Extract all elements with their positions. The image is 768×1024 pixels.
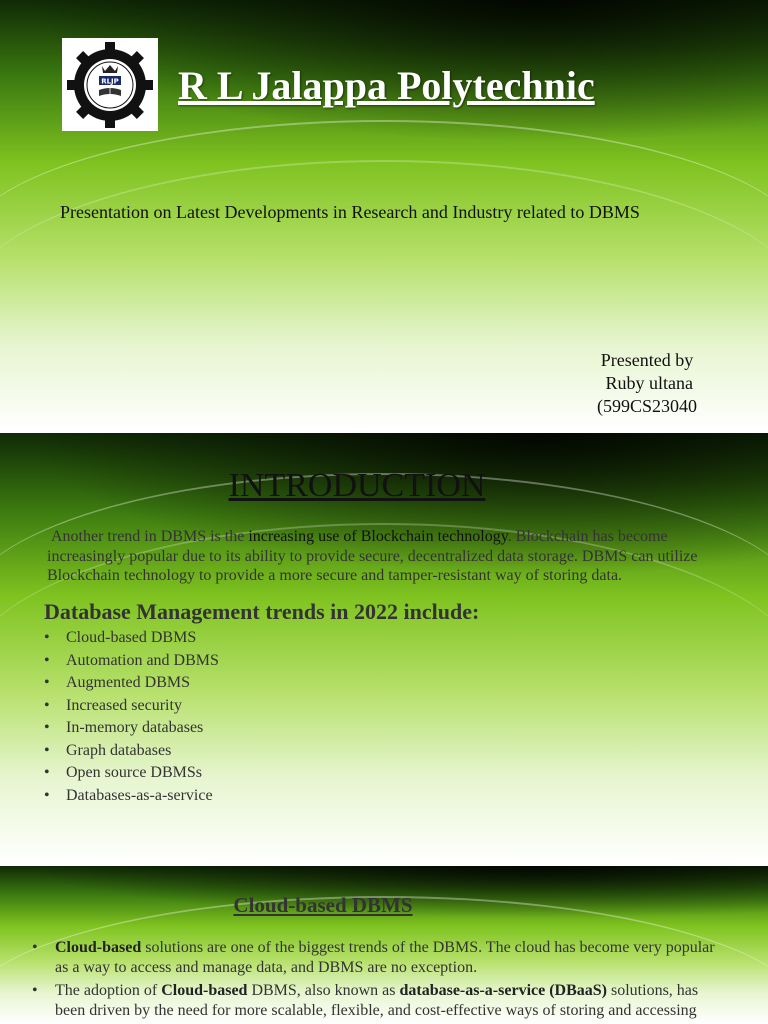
trend-label: Cloud-based DBMS: [66, 629, 197, 646]
para-text: The adoption of: [55, 982, 162, 999]
bullet: •: [44, 651, 50, 669]
bullet: •: [32, 939, 38, 956]
list-item: [44, 717, 219, 740]
list-item: [44, 650, 219, 673]
cloud-dbms-list: [32, 938, 722, 1024]
para-highlight: increasing use of Blockchain technology: [248, 528, 508, 545]
bold-term: Cloud-based: [161, 982, 248, 999]
introduction-slide: [0, 433, 768, 863]
trends-heading: Database Management trends in 2022 include:: [44, 599, 480, 624]
introduction-heading: INTRODUCTION: [228, 467, 486, 504]
trend-label: Open source DBMSs: [66, 764, 202, 781]
presenter-id: (599CS23040: [596, 396, 697, 416]
trend-label: Databases-as-a-service: [66, 786, 213, 804]
bullet: •: [44, 741, 50, 759]
para-text: solutions are one of the biggest trends of the DBMS. The cloud has become very popular as a way to access and manage data, and DBMS are no exception.: [55, 939, 715, 976]
bullet: •: [44, 629, 50, 646]
bullet: •: [44, 674, 50, 691]
list-item: [44, 762, 219, 785]
cloud-dbms-heading: Cloud-based DBMS: [233, 893, 413, 917]
bold-term: database-as-a-service (DBaaS): [399, 982, 607, 999]
presenter-name: Ruby ultana: [601, 373, 693, 393]
bullet: •: [32, 982, 38, 999]
introduction-paragraph: [47, 527, 717, 586]
title-slide: [0, 0, 768, 430]
trend-label: In-memory databases: [66, 719, 204, 736]
trend-label: Increased security: [66, 696, 182, 714]
trend-label: Automation and DBMS: [66, 651, 219, 669]
para-text: Another trend in DBMS is the: [47, 528, 249, 545]
para-text: solutions, has been driven by the need for more scalable, flexible, and cost-effective ways of storing and accessing: [55, 982, 699, 1019]
list-item: [44, 785, 219, 808]
list-item: [44, 627, 219, 650]
trend-label: Augmented DBMS: [66, 674, 190, 691]
bullet: •: [44, 719, 50, 736]
presenter-block: [590, 349, 704, 418]
para-text: . Blockchain has become increasingly popular due to its ability to provide secure, decentralized data storage. DBMS can utilize Blockchain technology to provide a more secure and tamper-resistant way of storing data.: [47, 528, 698, 584]
trends-list: [44, 627, 219, 807]
list-item: [44, 695, 219, 718]
list-item: [44, 672, 219, 695]
cloud-paragraph-2: [55, 981, 722, 1020]
presenter-label: Presented by: [600, 350, 694, 370]
logo-monogram: RLJP: [101, 77, 119, 85]
list-item: [44, 740, 219, 763]
college-title: R L Jalappa Polytechnic: [178, 63, 595, 108]
gear-crest-icon: [65, 40, 155, 130]
cloud-paragraph-1: [55, 938, 722, 977]
presentation-subtitle: Presentation on Latest Developments in Research and Industry related to DBMS: [60, 202, 640, 222]
list-item: [32, 981, 722, 1020]
bullet: •: [44, 786, 50, 804]
cloud-dbms-slide: [0, 866, 768, 1024]
list-item: [32, 938, 722, 977]
para-text: DBMS, also known as: [247, 982, 400, 999]
bullet: •: [44, 764, 50, 781]
bullet: •: [44, 696, 50, 714]
bold-term: Cloud-based: [55, 939, 142, 956]
trend-label: Graph databases: [66, 741, 172, 759]
college-logo: [62, 38, 158, 131]
